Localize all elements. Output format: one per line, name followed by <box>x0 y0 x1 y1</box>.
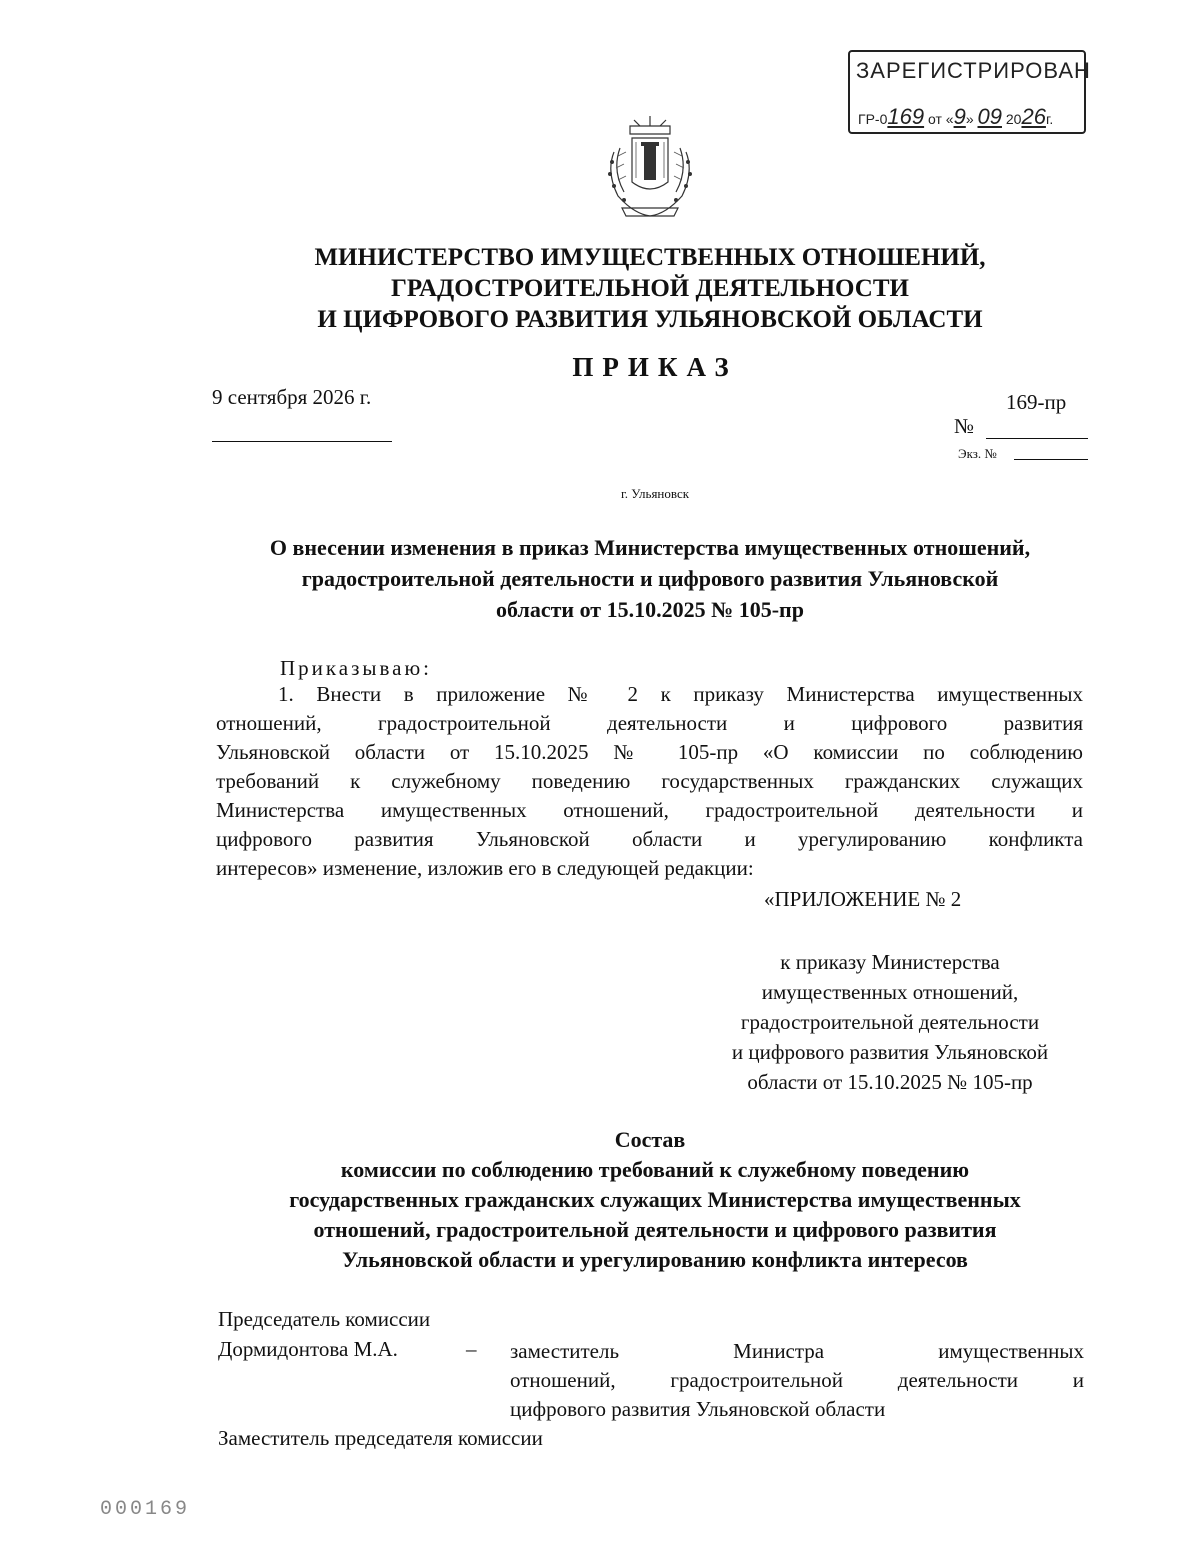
subject-line: градостроительной деятельности и цифрового развития Ульяновской <box>301 566 999 591</box>
chair-dash: – <box>466 1337 477 1361</box>
stamp-month: 09 <box>977 104 1002 129</box>
ministry-name <box>230 242 1070 335</box>
paragraph-line: Ульяновской области от 15.10.2025 № 105-пр «О комиссии по соблюдению <box>216 740 1083 764</box>
stamp-suffix: г. <box>1045 111 1054 127</box>
composition-subtitle-line: Ульяновской области и урегулированию конфликта интересов <box>342 1247 968 1272</box>
number-sign: № <box>954 414 975 438</box>
paragraph-line: интересов» изменение, изложив его в следующей редакции: <box>216 856 754 880</box>
ministry-line: МИНИСТЕРСТВО ИМУЩЕСТВЕННЫХ ОТНОШЕНИЙ, <box>314 244 986 271</box>
stamp-prefix: ГР-0 <box>858 111 888 127</box>
stamp-from: от « <box>927 111 954 127</box>
composition-subtitle-line: отношений, градостроительной деятельности и цифрового развития <box>313 1217 997 1242</box>
order-number: 169-пр <box>1006 390 1067 414</box>
subject-line: О внесении изменения в приказ Министерства имущественных отношений, <box>269 535 1031 560</box>
appendix-reference <box>650 947 1130 1097</box>
appendix-ref-line: и цифрового развития Ульяновской <box>731 1040 1049 1064</box>
stamp-title: ЗАРЕГИСТРИРОВАН <box>856 58 1091 83</box>
date-underline <box>212 441 392 442</box>
paragraph-line: требований к служебному поведению государственных гражданских служащих <box>216 769 1083 793</box>
appendix-ref-line: градостроительной деятельности <box>740 1010 1040 1034</box>
stamp-reg-number: 169 <box>887 104 925 129</box>
ministry-line: И ЦИФРОВОГО РАЗВИТИЯ УЛЬЯНОВСКОЙ ОБЛАСТИ <box>317 306 983 333</box>
chair-label: Председатель комиссии <box>218 1307 431 1331</box>
number-underline <box>986 438 1088 439</box>
registration-stamp <box>848 50 1091 134</box>
subject-line: области от 15.10.2025 № 105-пр <box>496 597 804 622</box>
ministry-line: ГРАДОСТРОИТЕЛЬНОЙ ДЕЯТЕЛЬНОСТИ <box>391 275 909 302</box>
appendix-ref-line: имущественных отношений, <box>761 980 1019 1004</box>
copy-number-label: Экз. № <box>958 446 997 461</box>
composition-subtitle <box>210 1155 1100 1275</box>
chair-role-line: заместитель Министра имущественных <box>510 1339 1084 1363</box>
page-code: 000169 <box>100 1498 191 1521</box>
chair-role-line: отношений, градостроительной деятельности и <box>510 1368 1084 1392</box>
paragraph-line: 1. Внести в приложение № 2 к приказу Министерства имущественных <box>278 682 1083 706</box>
appendix-ref-line: к приказу Министерства <box>780 950 1000 974</box>
composition-subtitle-line: государственных гражданских служащих Министерства имущественных <box>289 1187 1021 1212</box>
order-subject <box>200 532 1100 625</box>
appendix-title: «ПРИЛОЖЕНИЕ № 2 <box>764 887 962 911</box>
deputy-chair-label: Заместитель председателя комиссии <box>218 1426 543 1450</box>
paragraph-line: отношений, градостроительной деятельности и цифрового развития <box>216 711 1083 735</box>
stamp-year: 26 <box>1021 104 1046 129</box>
copy-number-underline <box>1014 459 1088 460</box>
paragraph-line: цифрового развития Ульяновской области и урегулированию конфликта <box>216 827 1083 851</box>
appendix-ref-line: области от 15.10.2025 № 105-пр <box>747 1070 1033 1094</box>
stamp-day: 9 <box>953 104 966 129</box>
stamp-registration-line <box>858 104 1080 130</box>
order-word: Приказываю: <box>280 656 432 680</box>
composition-subtitle-line: комиссии по соблюдению требований к служебному поведению <box>340 1157 970 1182</box>
composition-title: Состав <box>614 1127 686 1152</box>
paragraph-line: Министерства имущественных отношений, градостроительной деятельности и <box>216 798 1083 822</box>
document-type: ПРИКАЗ <box>572 352 738 382</box>
order-date: 9 сентября 2026 г. <box>212 385 372 409</box>
stamp-mid: » <box>965 111 974 127</box>
chair-name: Дормидонтова М.А. <box>218 1337 398 1361</box>
stamp-year-prefix: 20 <box>1005 111 1022 127</box>
coat-of-arms-icon <box>600 112 700 220</box>
city: г. Ульяновск <box>620 486 690 501</box>
chair-role-line: цифрового развития Ульяновской области <box>510 1397 886 1421</box>
